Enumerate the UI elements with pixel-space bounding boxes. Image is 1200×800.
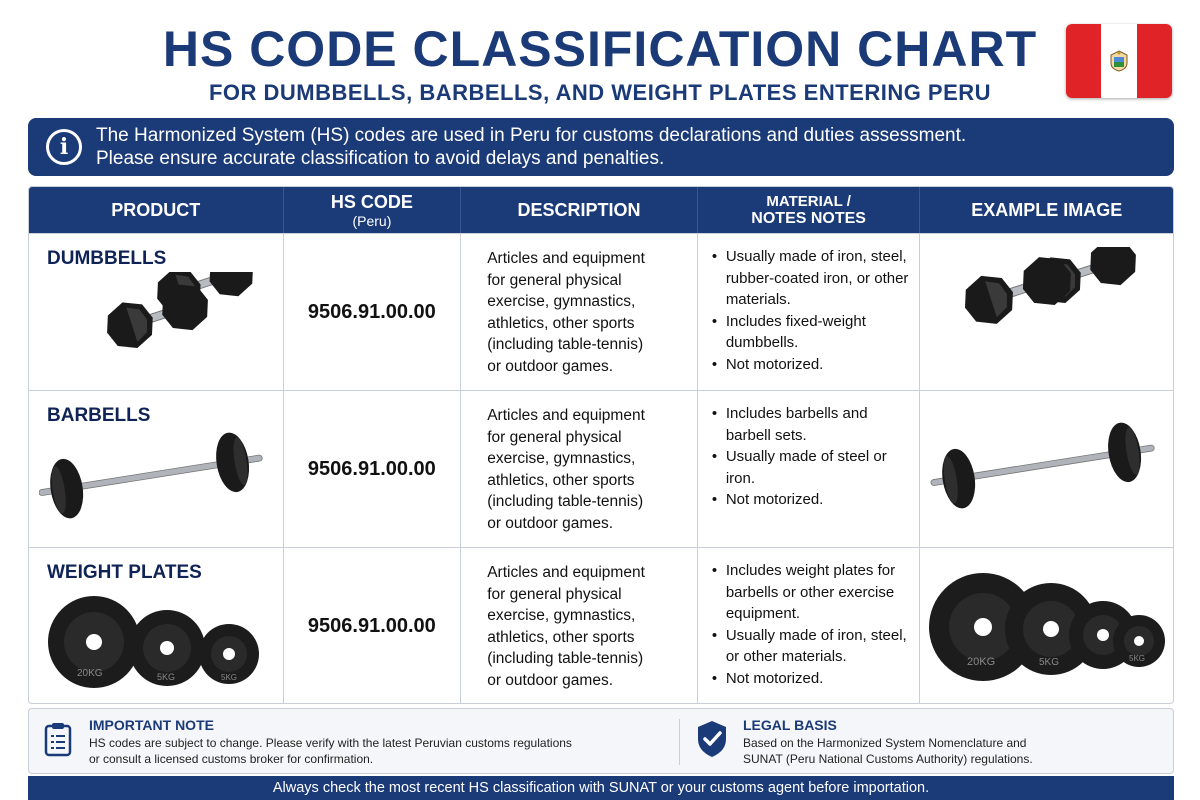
info-banner [28, 118, 1174, 176]
peru-flag-icon [1066, 24, 1172, 98]
product-name: DUMBBELLS [47, 248, 167, 269]
important-note-line-1: HS codes are subject to change. Please verify with the latest Peruvian customs regulations [89, 736, 572, 750]
description-line: athletics, other sports [487, 314, 635, 332]
hs-code-value: 9506.91.00.00 [284, 548, 462, 704]
description-line: for general physical [487, 585, 622, 603]
product-name: BARBELLS [47, 405, 151, 426]
barbell-example-image [927, 409, 1167, 529]
notes-cell [698, 391, 921, 547]
legal-basis [679, 709, 1173, 773]
info-icon: i [46, 129, 82, 165]
footer-banner: Always check the most recent HS classification with SUNAT or your customs agent before importation. [28, 776, 1174, 800]
weight-plates-image [39, 586, 279, 696]
plate-label: 5KG [157, 672, 176, 682]
header-product: PRODUCT [29, 187, 284, 233]
table-row-barbells [29, 390, 1173, 547]
example-image-cell [920, 234, 1173, 390]
product-name: WEIGHT PLATES [47, 562, 202, 583]
example-image-cell [920, 548, 1173, 704]
important-note-text [89, 735, 572, 767]
description-line: or outdoor games. [487, 671, 613, 689]
important-note-title: IMPORTANT NOTE [89, 717, 214, 733]
shield-check-icon [695, 719, 729, 759]
legal-basis-text [743, 735, 1033, 767]
description-line: or outdoor games. [487, 357, 613, 375]
note-item: • Usually made of steel or iron. [712, 446, 912, 489]
description-cell [461, 548, 698, 704]
notes-cell [698, 548, 921, 704]
info-line-2: Please ensure accurate classification to avoid delays and penalties. [96, 148, 665, 169]
plate-label: 20KG [966, 656, 995, 668]
legal-basis-line-1: Based on the Harmonized System Nomenclature and [743, 736, 1027, 750]
notes-cell [698, 234, 921, 390]
description-line: exercise, gymnastics, [487, 607, 636, 624]
description-line: (including table-tennis) [487, 650, 644, 667]
description-cell [461, 234, 698, 390]
header-example-image: EXAMPLE IMAGE [971, 199, 1123, 220]
note-item: • Not motorized. [712, 489, 912, 511]
description-line: for general physical [487, 271, 622, 289]
header-notes-line1: MATERIAL / [766, 192, 851, 210]
note-item: • Usually made of iron, steel, rubber-coated iron, or other materials. [712, 246, 912, 311]
header-description: DESCRIPTION [461, 187, 698, 233]
description-line: Articles and equipment [487, 407, 645, 424]
important-note-line-2: or consult a licensed customs broker for confirmation. [89, 752, 374, 766]
note-item: • Includes fixed-weight dumbbells. [712, 311, 912, 354]
description-line: Articles and equipment [487, 250, 645, 267]
description-line: athletics, other sports [487, 628, 635, 646]
plate-label: 20KG [77, 668, 103, 679]
description-line: (including table-tennis) [487, 493, 644, 510]
plate-label: 5KG [1038, 657, 1059, 668]
description-line: Articles and equipment [487, 564, 645, 581]
important-note [29, 709, 679, 773]
note-item: • Includes barbells and barbell sets. [712, 403, 912, 446]
notes-panel [28, 708, 1174, 774]
hs-code-value: 9506.91.00.00 [284, 391, 462, 547]
hs-code-value: 9506.91.00.00 [284, 234, 462, 390]
table-row-dumbbells [29, 233, 1173, 390]
description-line: (including table-tennis) [487, 336, 644, 353]
legal-basis-line-2: SUNAT (Peru National Customs Authority) regulations. [743, 752, 1033, 766]
product-cell [29, 234, 284, 390]
note-item: • Usually made of iron, steel, or other materials. [712, 625, 912, 668]
product-cell [29, 391, 284, 547]
barbell-image [39, 429, 279, 539]
header-notes-line2: NOTES NOTES [751, 209, 866, 227]
example-image-cell [920, 391, 1173, 547]
plate-label: 5KG [221, 673, 238, 682]
header-hs-code-sub: (Peru) [352, 212, 392, 229]
product-cell [29, 548, 284, 704]
dumbbells-example-image [927, 247, 1167, 377]
note-item: • Not motorized. [712, 668, 912, 690]
hs-code-table [28, 186, 1174, 704]
description-line: athletics, other sports [487, 471, 635, 489]
header-hs-code [284, 187, 462, 233]
info-line-1: The Harmonized System (HS) codes are used in Peru for customs declarations and duties assessment. [96, 125, 967, 146]
table-header [29, 187, 1173, 233]
description-line: exercise, gymnastics, [487, 293, 636, 310]
legal-basis-title: LEGAL BASIS [743, 717, 837, 733]
note-item: • Includes weight plates for barbells or other exercise equipment. [712, 560, 912, 625]
description-cell [461, 391, 698, 547]
description-line: exercise, gymnastics, [487, 450, 636, 467]
weight-plates-example-image [927, 561, 1167, 691]
note-item: • Not motorized. [712, 354, 912, 376]
dumbbells-image [39, 272, 269, 382]
description-line: for general physical [487, 428, 622, 446]
header-hs-code-label: HS CODE [330, 191, 413, 212]
plate-label: 5KG [1128, 654, 1145, 663]
description-line: or outdoor games. [487, 514, 613, 532]
header-notes [698, 187, 921, 233]
clipboard-icon [43, 721, 73, 757]
page-title: HS CODE CLASSIFICATION CHART [162, 21, 1038, 77]
table-row-weight-plates [29, 547, 1173, 704]
page-subtitle: FOR DUMBBELLS, BARBELLS, AND WEIGHT PLATES ENTERING PERU [208, 80, 992, 105]
